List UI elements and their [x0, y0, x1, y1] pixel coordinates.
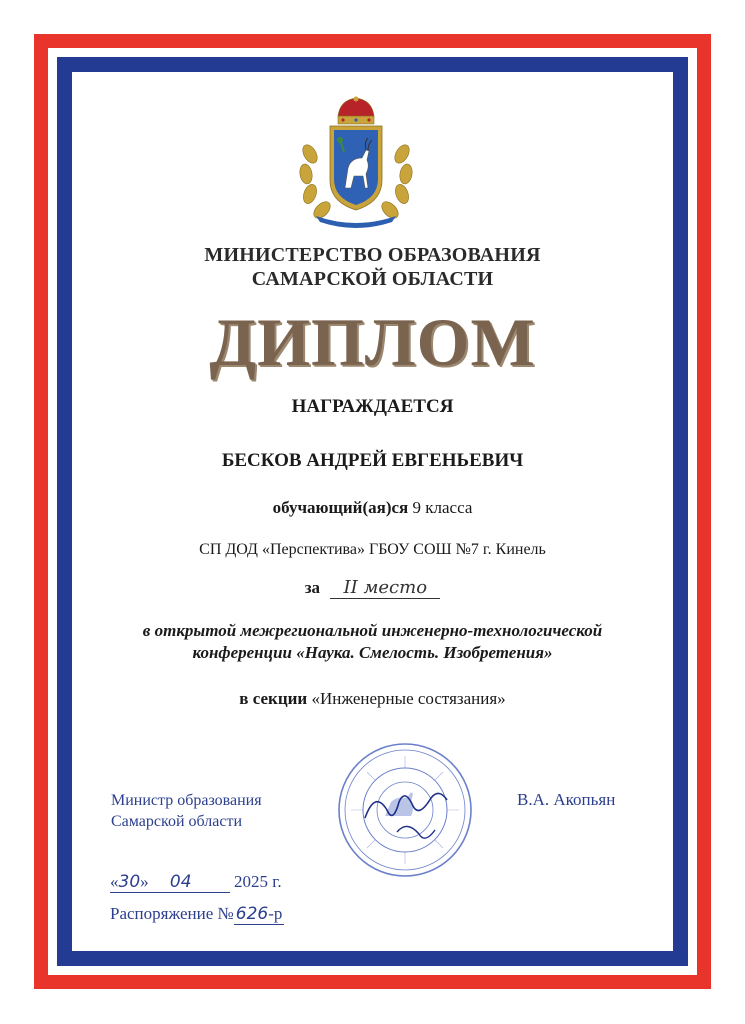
student-grade: 9 класса — [412, 498, 473, 517]
date-close-quote: » — [140, 872, 149, 891]
ministry-name-line1: МИНИСТЕРСТВО ОБРАЗОВАНИЯ — [204, 244, 541, 266]
ministry-name-line2: САМАРСКОЙ ОБЛАСТИ — [251, 268, 494, 290]
date-day: 30 — [118, 872, 141, 892]
place-line — [0, 578, 745, 599]
conference-name — [0, 620, 745, 664]
recipient-name: БЕСКОВ АНДРЕЙ ЕВГЕНЬЕВИЧ — [221, 450, 524, 471]
signatory-name: В.А. Акопьян — [517, 790, 616, 809]
signatory-title-line2: Самарской области — [111, 813, 242, 830]
signatory-title-line1: Министр образования — [111, 792, 262, 809]
samara-coat-of-arms-icon — [296, 96, 416, 228]
section-name: «Инженерные состязания» — [311, 689, 506, 708]
awarded-label: НАГРАЖДАЕТСЯ — [291, 396, 454, 417]
order-line — [110, 904, 284, 925]
section-label: в секции — [239, 689, 308, 708]
date-month: 04 — [169, 872, 192, 892]
place-label: за — [304, 578, 321, 597]
issue-date — [110, 872, 282, 893]
section-line — [0, 689, 745, 709]
place-handwritten: II место — [330, 578, 440, 599]
order-suffix: -р — [268, 904, 283, 923]
conference-line2: конференции «Наука. Смелость. Изобретения» — [192, 643, 553, 662]
date-open-quote: « — [110, 872, 119, 891]
date-day-field — [110, 872, 230, 893]
student-line — [0, 498, 745, 518]
signatory-title — [111, 790, 262, 832]
order-label: Распоряжение № — [110, 904, 234, 923]
official-round-seal-icon — [335, 740, 475, 880]
diploma-title: ДИПЛОМ — [209, 304, 536, 380]
date-year: 2025 г. — [234, 872, 282, 891]
student-label: обучающий(ая)ся — [272, 498, 409, 517]
order-number: 626 — [235, 904, 269, 924]
school-name: СП ДОД «Перспектива» ГБОУ СОШ №7 г. Кинель — [199, 541, 546, 558]
conference-line1: в открытой межрегиональной инженерно-технологической — [142, 621, 603, 640]
